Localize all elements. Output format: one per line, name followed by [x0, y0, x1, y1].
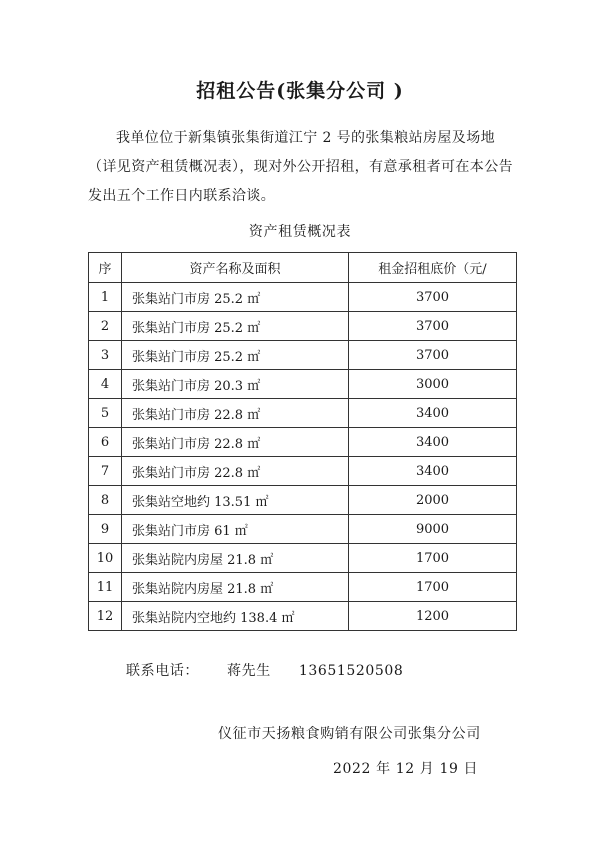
- row-number: 7: [89, 457, 122, 486]
- table-row: [89, 515, 517, 544]
- row-number: 10: [89, 544, 122, 573]
- table-row: [89, 573, 517, 602]
- row-asset-name: 张集站门市房 25.2 ㎡: [122, 312, 349, 341]
- row-number: 2: [89, 312, 122, 341]
- asset-lease-table: [88, 252, 517, 631]
- row-number: 11: [89, 573, 122, 602]
- row-asset-name: 张集站院内房屋 21.8 ㎡: [122, 573, 349, 602]
- row-number: 6: [89, 428, 122, 457]
- contact-phone: 13651520508: [298, 663, 404, 679]
- row-asset-name: 张集站门市房 20.3 ㎡: [122, 370, 349, 399]
- table-body: [89, 283, 517, 631]
- table-row: [89, 399, 517, 428]
- row-number: 12: [89, 602, 122, 631]
- row-base-price: 1700: [349, 544, 517, 573]
- notice-date: 2022 年 12 月 19 日: [333, 761, 479, 777]
- table-row: [89, 457, 517, 486]
- row-asset-name: 张集站门市房 25.2 ㎡: [122, 341, 349, 370]
- row-base-price: 3700: [349, 341, 517, 370]
- row-base-price: 3400: [349, 399, 517, 428]
- row-asset-name: 张集站门市房 25.2 ㎡: [122, 283, 349, 312]
- row-asset-name: 张集站空地约 13.51 ㎡: [122, 486, 349, 515]
- table-row: [89, 428, 517, 457]
- organization-name: 仪征市天扬粮食购销有限公司张集分公司: [218, 726, 481, 742]
- contact-label: 联系电话：: [126, 663, 199, 679]
- row-number: 1: [89, 283, 122, 312]
- row-base-price: 9000: [349, 515, 517, 544]
- row-number: 8: [89, 486, 122, 515]
- row-number: 5: [89, 399, 122, 428]
- header-number: 序: [89, 253, 122, 283]
- row-asset-name: 张集站门市房 22.8 ㎡: [122, 399, 349, 428]
- table-row: [89, 486, 517, 515]
- intro-paragraph: 我单位位于新集镇张集街道江宁 2 号的张集粮站房屋及场地（详见资产租赁概况表），现对外公开招租，有意承租者可在本公告发出五个工作日内联系洽谈。: [88, 130, 513, 204]
- row-base-price: 3700: [349, 312, 517, 341]
- row-base-price: 1200: [349, 602, 517, 631]
- row-asset-name: 张集站门市房 22.8 ㎡: [122, 428, 349, 457]
- row-number: 9: [89, 515, 122, 544]
- row-number: 3: [89, 341, 122, 370]
- table-row: [89, 312, 517, 341]
- table-title: 资产租赁概况表: [248, 224, 352, 240]
- header-base-price: 租金招租底价（元/: [349, 253, 517, 283]
- table-row: [89, 602, 517, 631]
- row-base-price: 2000: [349, 486, 517, 515]
- contact-person: 蒋先生: [227, 663, 271, 679]
- row-number: 4: [89, 370, 122, 399]
- table-row: [89, 370, 517, 399]
- header-asset-name: 资产名称及面积: [122, 253, 349, 283]
- table-row: [89, 341, 517, 370]
- page-title: 招租公告(张集分公司 ): [196, 80, 404, 102]
- row-asset-name: 张集站门市房 22.8 ㎡: [122, 457, 349, 486]
- table-row: [89, 544, 517, 573]
- row-base-price: 3400: [349, 428, 517, 457]
- row-base-price: 1700: [349, 573, 517, 602]
- row-base-price: 3400: [349, 457, 517, 486]
- row-base-price: 3700: [349, 283, 517, 312]
- table-row: [89, 283, 517, 312]
- row-asset-name: 张集站院内房屋 21.8 ㎡: [122, 544, 349, 573]
- row-asset-name: 张集站院内空地约 138.4 ㎡: [122, 602, 349, 631]
- row-asset-name: 张集站门市房 61 ㎡: [122, 515, 349, 544]
- table-header-row: [89, 253, 517, 283]
- contact-line: [126, 660, 431, 680]
- row-base-price: 3000: [349, 370, 517, 399]
